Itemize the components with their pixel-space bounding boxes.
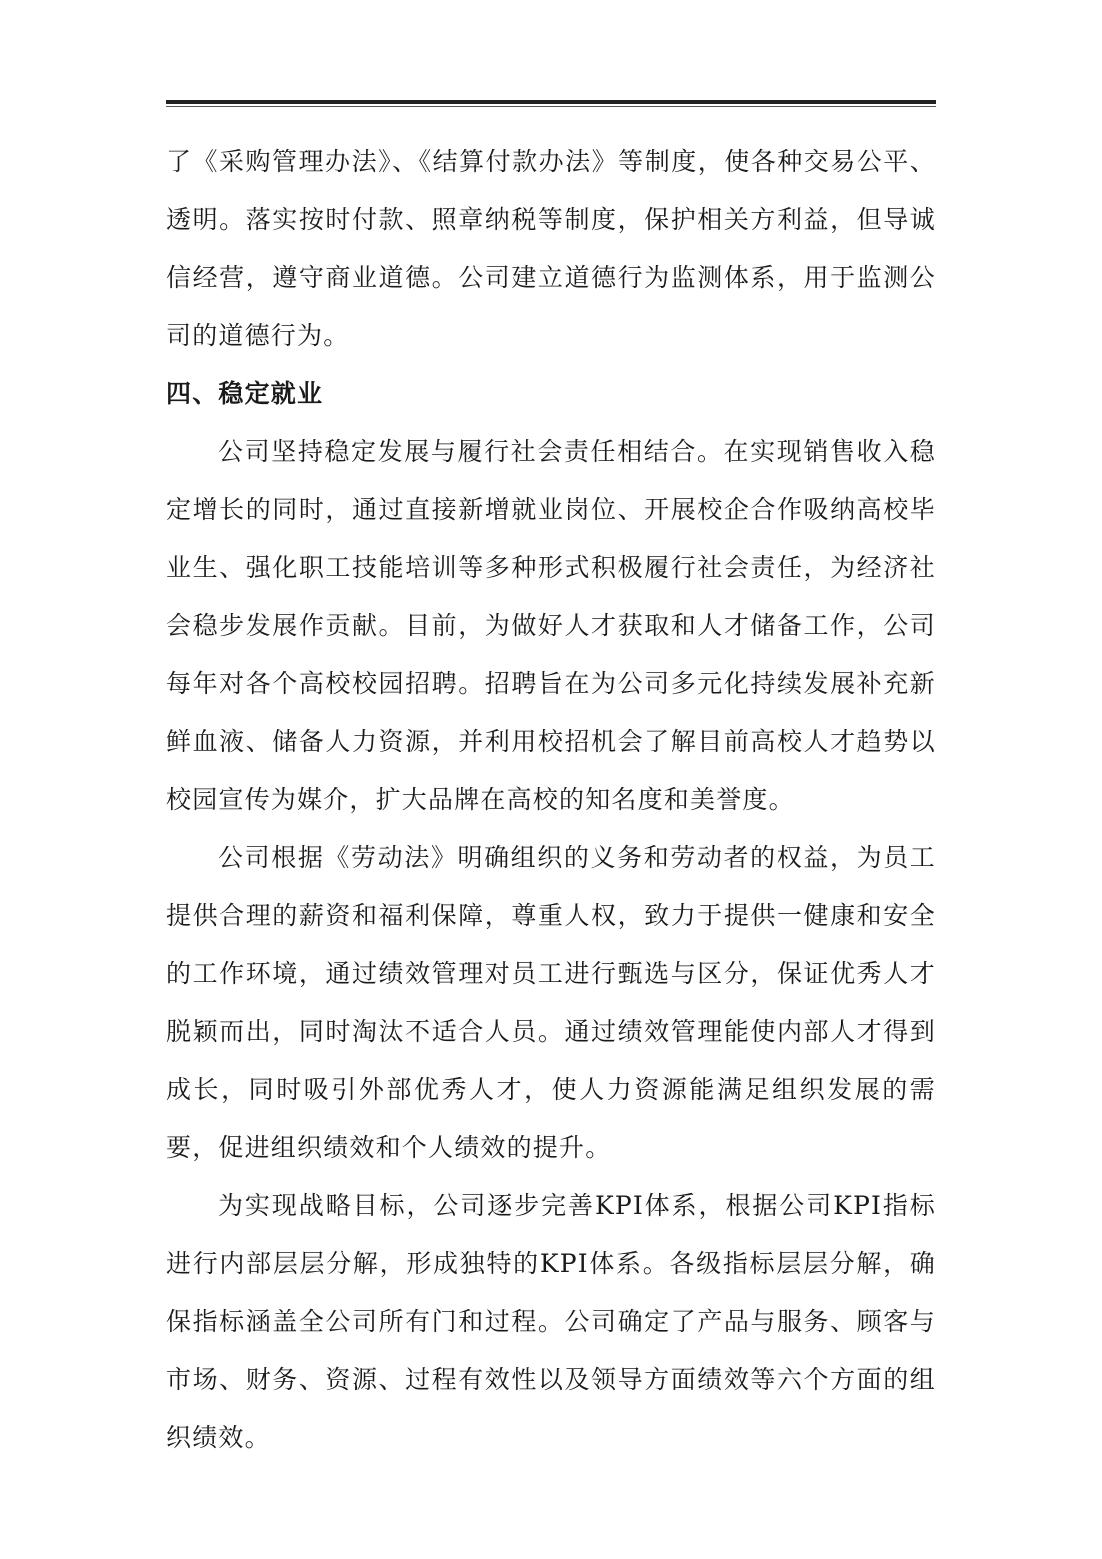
section-paragraph-kpi: 为实现战略目标，公司逐步完善KPI体系，根据公司KPI指标进行内部层层分解，形成独特的KPI体系。各级指标层层分解，确保指标涵盖全公司所有门和过程。公司确定了产品与服务、顾客与市场、财务、资源、过程有效性以及领导方面绩效等六个方面的组织绩效。 <box>166 1191 936 1452</box>
page-body <box>166 133 936 1467</box>
header-rule <box>166 100 936 104</box>
header-rule-thin <box>166 106 936 107</box>
section-heading: 四、稳定就业 <box>166 379 324 408</box>
continued-paragraph: 了《采购管理办法》、《结算付款办法》等制度，使各种交易公平、透明。落实按时付款、照章纳税等制度，保护相关方利益，但导诚信经营，遵守商业道德。公司建立道德行为监测体系，用于监测公司的道德行为。 <box>166 147 936 350</box>
section-paragraph-labor-law: 公司根据《劳动法》明确组织的义务和劳动者的权益，为员工提供合理的薪资和福利保障，尊重人权，致力于提供一健康和安全的工作环境，通过绩效管理对员工进行甄选与区分，保证优秀人才脱颖而出，同时淘汰不适合人员。通过绩效管理能使内部人才得到成长，同时吸引外部优秀人才，使人力资源能满足组织发展的需要，促进组织绩效和个人绩效的提升。 <box>166 843 936 1162</box>
section-paragraph-employment: 公司坚持稳定发展与履行社会责任相结合。在实现销售收入稳定增长的同时，通过直接新增就业岗位、开展校企合作吸纳高校毕业生、强化职工技能培训等多种形式积极履行社会责任，为经济社会稳步发展作贡献。目前，为做好人才获取和人才储备工作，公司每年对各个高校校园招聘。招聘旨在为公司多元化持续发展补充新鲜血液、储备人力资源，并利用校招机会了解目前高校人才趋势以校园宣传为媒介，扩大品牌在高校的知名度和美誉度。 <box>166 437 936 814</box>
